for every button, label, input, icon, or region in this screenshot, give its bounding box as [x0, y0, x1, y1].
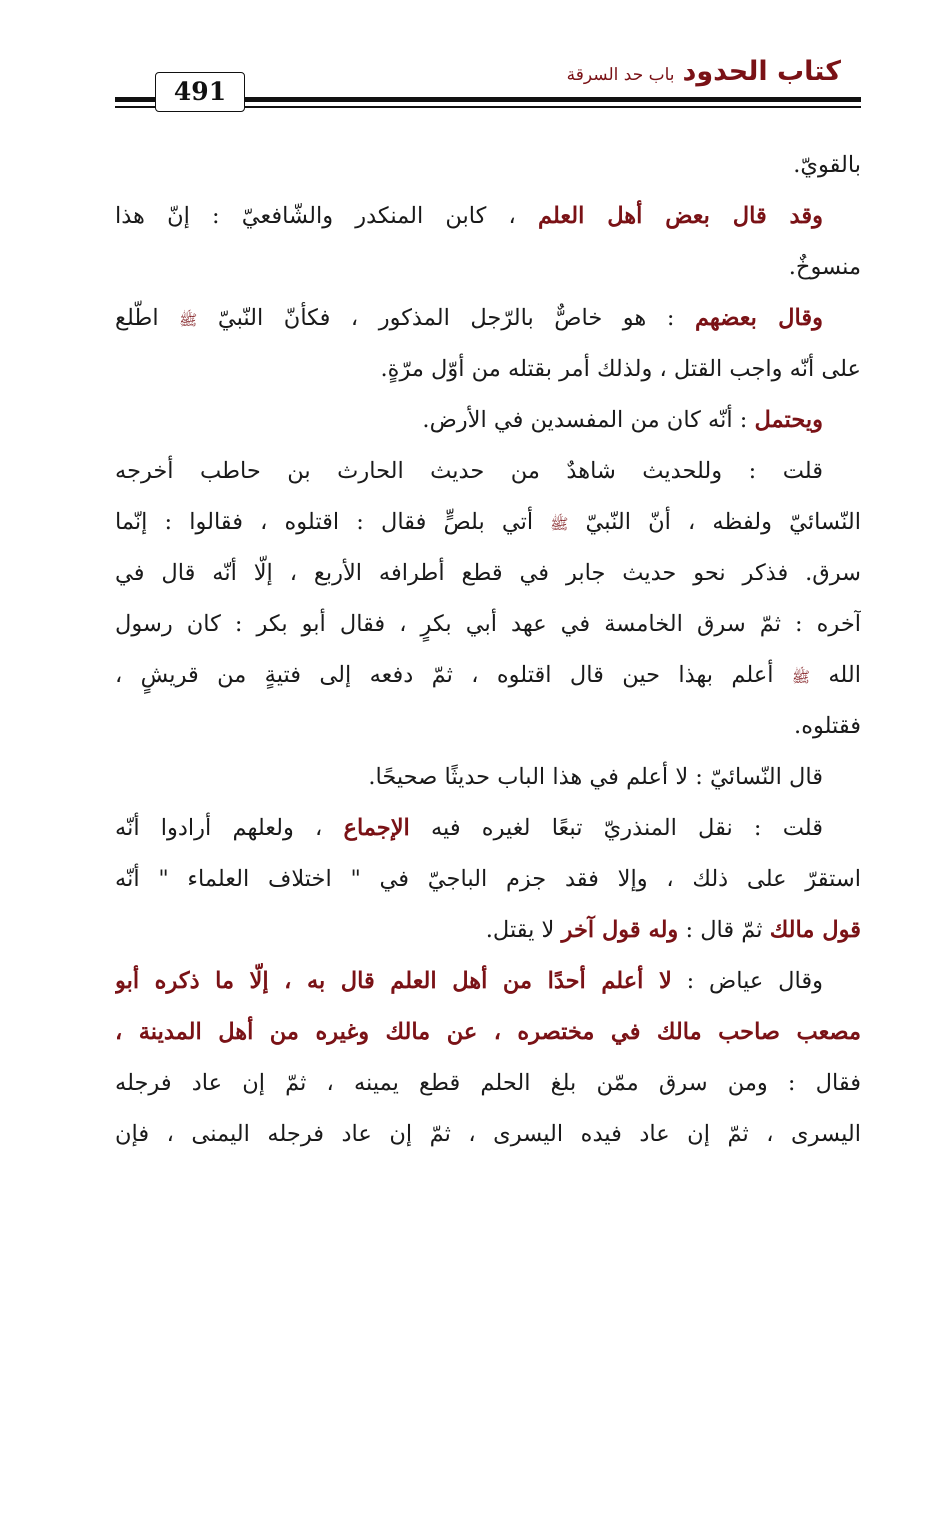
page-header [115, 52, 861, 118]
text-line [115, 650, 861, 701]
text-run: أتي بلصٍّ فقال : اقتلوه ، فقالوا : إنّما [115, 509, 551, 535]
text-line [115, 497, 861, 548]
text-line: آخره : ثمّ سرق الخامسة في عهد أبي بكرٍ ، فقال أبو بكر : كان رسول [115, 611, 861, 637]
text-run: ثمّ قال : [678, 917, 770, 943]
text-run: ، كابن المنكدر والشّافعيّ : إنّ هذا [115, 203, 538, 229]
highlighted-phrase: الإجماع [343, 815, 410, 841]
text-line: فقتلوه. [794, 713, 861, 739]
text-line: مصعب صاحب مالك في مختصره ، عن مالك وغيره من أهل المدينة ، [115, 1019, 861, 1045]
text-line: على أنّه واجب القتل ، ولذلك أمر بقتله من أوّل مرّةٍ. [380, 356, 861, 382]
body-text [115, 140, 861, 1160]
text-run: لا يقتل. [485, 917, 562, 943]
book-title: كتاب الحدود [682, 56, 841, 87]
text-run: : أنّه كان من المفسدين في الأرض. [422, 407, 755, 433]
highlighted-phrase: وقال بعضهم [694, 305, 823, 331]
text-run: الله [810, 662, 861, 688]
text-run: اطّلع [115, 305, 180, 331]
text-run: قلت : نقل المنذريّ تبعًا لغيره فيه [409, 815, 824, 841]
text-line [115, 395, 861, 446]
chapter-title: باب حد السرقة [566, 65, 675, 85]
honorific-icon: ﷺ [550, 515, 569, 533]
text-run: النّسائيّ ولفظه ، أنّ النّبيّ [568, 509, 861, 535]
text-line [115, 293, 861, 344]
text-run: ، ولعلهم أرادوا أنّه [115, 815, 344, 841]
text-line: قلت : وللحديث شاهدٌ من حديث الحارث بن حاطب أخرجه [115, 458, 823, 484]
text-line: اليسرى ، ثمّ إن عاد فيده اليسرى ، ثمّ إن عاد فرجله اليمنى ، فإن [115, 1121, 861, 1147]
text-run: وقال عياض : [671, 968, 823, 994]
text-line: بالقويّ. [793, 152, 861, 178]
text-run: : هو خاصٌّ بالرّجل المذكور ، فكأنّ النّبيّ [197, 305, 695, 331]
highlighted-phrase: قول مالك [769, 917, 861, 943]
text-line: منسوخٌ. [788, 254, 861, 280]
highlighted-phrase: لا أعلم أحدًا من أهل العلم قال به ، إلّا ما ذكره أبو [115, 968, 672, 994]
honorific-icon: ﷺ [179, 311, 198, 329]
text-line [115, 803, 861, 854]
highlighted-phrase: وقد قال بعض أهل العلم [537, 203, 823, 229]
text-line [115, 191, 861, 242]
text-line [115, 956, 861, 1007]
running-title [567, 56, 841, 87]
text-line: سرق. فذكر نحو حديث جابر في قطع أطرافه الأربع ، إلّا أنّه قال في [115, 560, 861, 586]
highlighted-phrase: وله قول آخر [561, 917, 679, 943]
highlighted-phrase: ويحتمل [754, 407, 823, 433]
text-run: أعلم بهذا حين قال اقتلوه ، ثمّ دفعه إلى فتيةٍ من قريشٍ ، [115, 662, 792, 688]
text-line: فقال : ومن سرق ممّن بلغ الحلم قطع يمينه ، ثمّ إن عاد فرجله [115, 1070, 861, 1096]
page-number: 491 [155, 72, 245, 112]
honorific-icon: ﷺ [791, 668, 811, 686]
text-line [115, 905, 861, 956]
text-line: استقرّ على ذلك ، وإلا فقد جزم الباجيّ في " اختلاف العلماء " أنّه [115, 866, 861, 892]
text-line: قال النّسائيّ : لا أعلم في هذا الباب حديثًا صحيحًا. [368, 764, 823, 790]
